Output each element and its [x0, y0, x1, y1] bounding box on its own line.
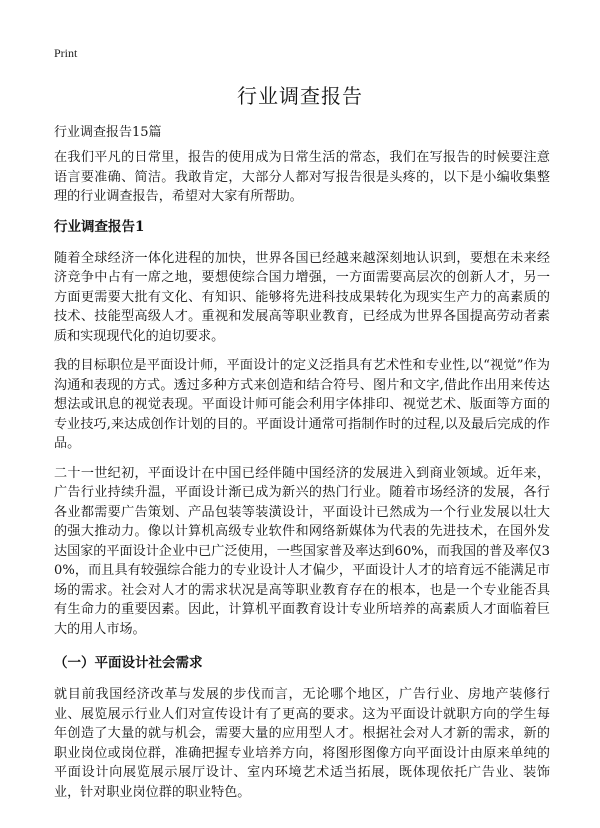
document-subtitle: 行业调查报告15篇	[54, 125, 162, 140]
paragraph-4: 就目前我国经济改革与发展的步伐而言，无论哪个地区，广告行业、房地产装修行业、展览展示行业人们对宣传设计有了更高的要求。这为平面设计就职方向的学生每年创造了大量的就与机会，需要大量的应用型人才。根据社会对人才新的需求，新的职业岗位或岗位群，准确把握专业培养方向，将图形图像方向平面设计由原来单纯的平面设计向展览展示展厅设计、室内环境艺术适当拓展，既体现依托广告业、装饰业，针对职业岗位群的职业特色。	[54, 687, 550, 800]
paragraph-3: 二十一世纪初，平面设计在中国已经伴随中国经济的发展进入到商业领域。近年来，广告行业持续升温，平面设计渐已成为新兴的热门行业。随着市场经济的发展，各行各业都需要广告策划、产品包装等装潢设计，平面设计已然成为一个行业发展以壮大的强大推动力。像以计算机高级专业软件和网络新媒体为代表的先进技术，在国外发达国家的平面设计企业中已广泛使用，一些国家普及率达到60%，而我国的普及率仅30%，而且具有较强综合能力的专业设计人才偏少，平面设计人才的培育远不能满足市场的需求。社会对人才的需求状况是高等职业教育存在的根本，也是一个专业能否具有生命力的重要因素。因此，计算机平面教育设计专业所培养的高素质人才面临着巨大的用人市场。	[54, 465, 550, 637]
section-heading-report-1: 行业调查报告1	[54, 218, 145, 235]
section-heading-social-demand: （一）平面设计社会需求	[54, 655, 203, 671]
article-body	[54, 148, 550, 812]
paragraph-2: 我的目标职位是平面设计师，平面设计的定义泛指具有艺术性和专业性,以“视觉”作为沟通和表现的方式。透过多种方式来创造和结合符号、图片和文字,借此作出用来传达想法或讯息的视觉表现。平面设计师可能会利用字体排印、视觉艺术、版面等方面的专业技巧,来达成创作计划的目的。平面设计通常可指制作时的过程,以及最后完成的作品。	[54, 358, 550, 451]
page-title: 行业调查报告	[237, 84, 363, 108]
intro-paragraph: 在我们平凡的日常里，报告的使用成为日常生活的常态，我们在写报告的时候要注意语言要准确、简洁。我敢肯定，大部分人都对写报告很是头疼的，以下是小编收集整理的行业调查报告，希望对大家有所帮助。	[54, 150, 550, 204]
paragraph-1: 随着全球经济一体化进程的加快，世界各国已经越来越深刻地认识到，要想在未来经济竞争中占有一席之地，要想使综合国力增强，一方面需要高层次的创新人才，另一方面更需要大批有文化、有知识、能够将先进科技成果转化为现实生产力的高素质的技术、技能型高级人才。重视和发展高等职业教育，已经成为世界各国提高劳动者素质和实现现代化的迫切要求。	[54, 250, 550, 344]
print-link[interactable]: Print	[54, 46, 78, 60]
